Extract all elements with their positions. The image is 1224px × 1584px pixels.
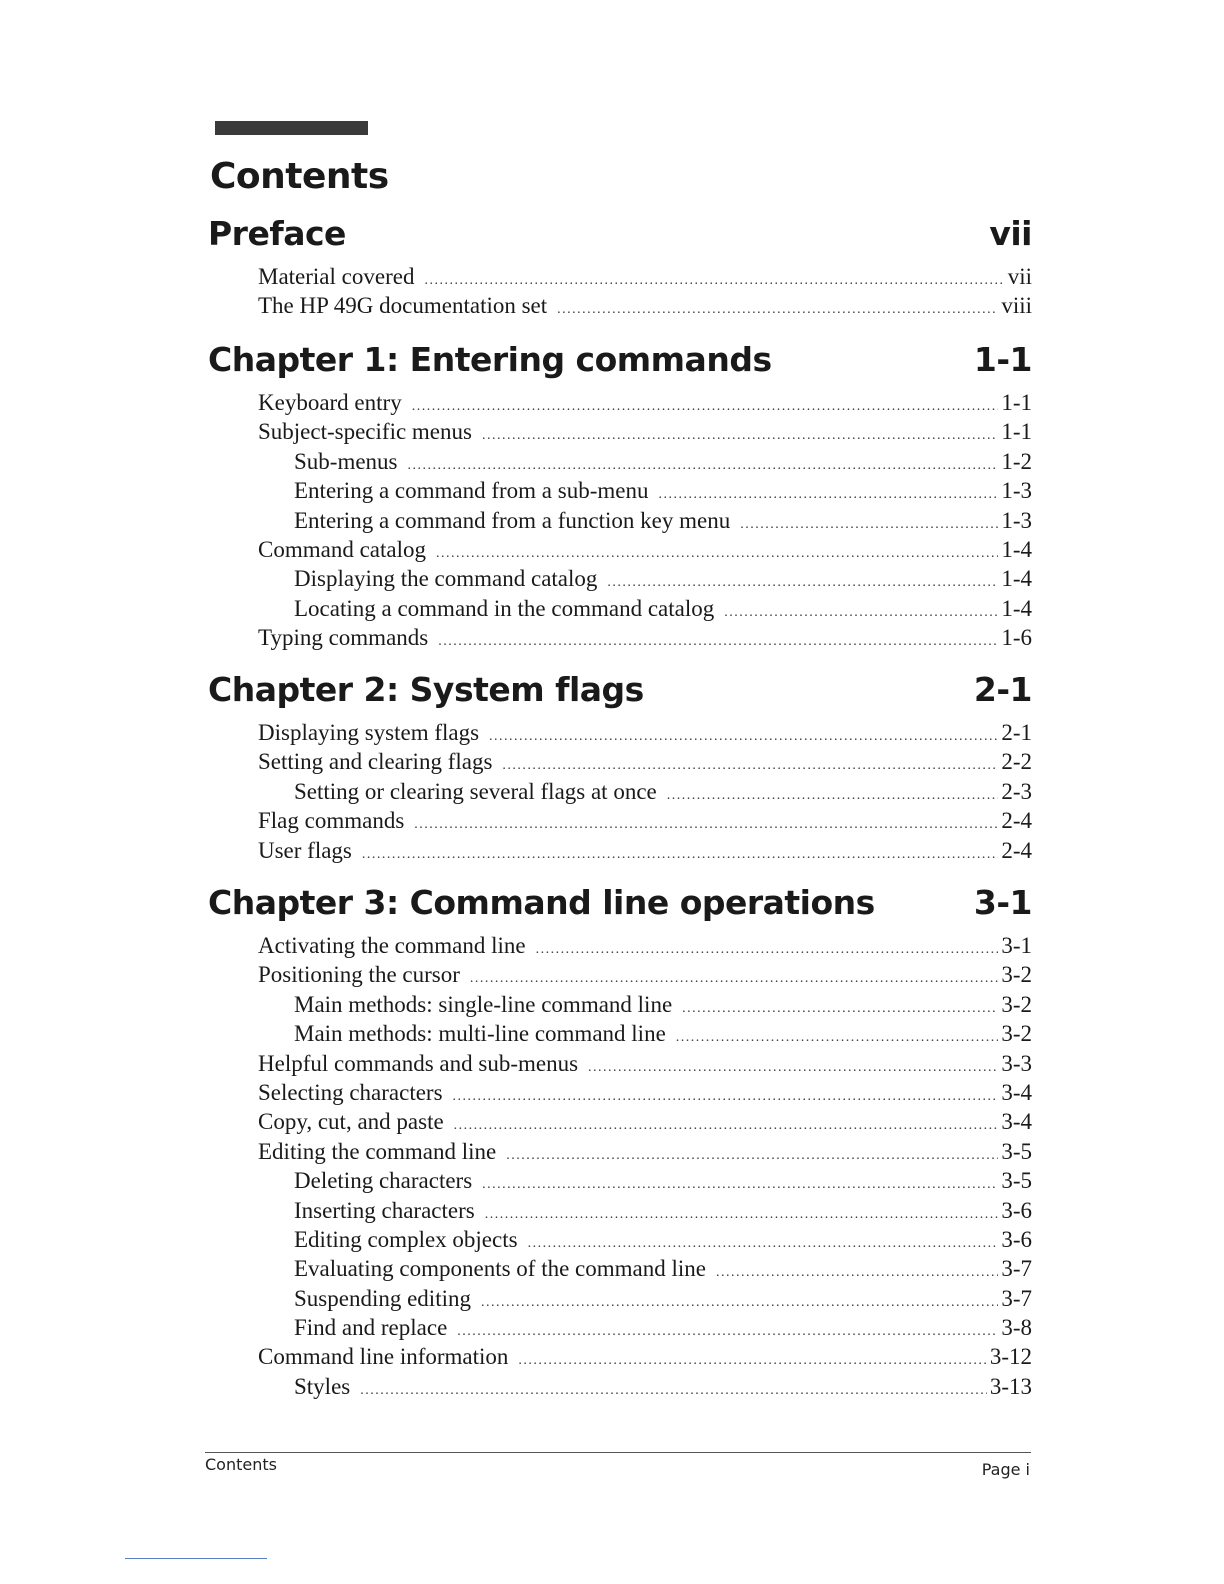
dot-leader	[414, 817, 998, 833]
dot-leader	[362, 847, 998, 863]
dot-leader	[658, 487, 998, 503]
dot-leader	[453, 1089, 999, 1105]
toc-section	[208, 883, 1032, 1403]
toc-entry[interactable]	[208, 933, 1032, 962]
entry-page: 3-6	[1001, 1197, 1032, 1223]
entry-page: 3-1	[1001, 933, 1032, 958]
toc-entry[interactable]	[208, 419, 1032, 448]
entry-page: 2-3	[1001, 778, 1032, 804]
toc-entry[interactable]	[208, 779, 1032, 808]
dot-leader	[489, 729, 998, 745]
dot-leader	[557, 302, 998, 318]
entry-page: 3-13	[989, 1373, 1032, 1399]
section-heading[interactable]	[208, 214, 1032, 258]
entry-label: Command catalog	[258, 536, 426, 562]
entry-page: 3-4	[1001, 1079, 1032, 1105]
dot-leader	[676, 1030, 999, 1046]
entry-label: Positioning the cursor	[258, 962, 460, 988]
entry-label: Locating a command in the command catalog	[294, 595, 715, 621]
dot-leader	[482, 1177, 998, 1193]
section-page: 3-1	[973, 883, 1032, 922]
toc-entry[interactable]	[208, 1344, 1032, 1373]
entry-label: The HP 49G documentation set	[258, 293, 548, 319]
entry-label: Styles	[294, 1373, 351, 1399]
entry-page: 3-7	[1001, 1285, 1032, 1311]
entry-label: Selecting characters	[258, 1079, 443, 1105]
entry-page: 2-1	[1001, 720, 1032, 745]
entry-label: Suspending editing	[294, 1285, 471, 1311]
dot-leader	[454, 1118, 999, 1134]
toc-entry[interactable]	[208, 808, 1032, 837]
entry-label: Helpful commands and sub-menus	[258, 1050, 579, 1076]
dot-leader	[408, 458, 999, 474]
dot-leader	[528, 1236, 999, 1252]
entry-label: User flags	[258, 837, 352, 863]
toc-entry[interactable]	[208, 508, 1032, 537]
section-heading[interactable]	[208, 670, 1032, 714]
section-title: Chapter 3: Command line operations	[208, 883, 875, 922]
entry-page: 1-3	[1001, 507, 1032, 533]
dot-leader	[667, 788, 999, 804]
toc-entry[interactable]	[208, 1374, 1032, 1403]
entry-label: Deleting characters	[294, 1168, 473, 1194]
toc-entry[interactable]	[208, 537, 1032, 566]
entry-page: 1-3	[1001, 478, 1032, 504]
toc-section	[208, 670, 1032, 867]
section-title: Chapter 2: System flags	[208, 670, 644, 709]
entry-page: vii	[1007, 264, 1032, 289]
entry-page: 1-1	[1001, 390, 1032, 415]
toc-entry[interactable]	[208, 992, 1032, 1021]
toc-entry[interactable]	[208, 1139, 1032, 1168]
entry-label: Entering a command from a function key menu	[294, 507, 731, 533]
toc-section	[208, 340, 1032, 655]
dot-leader	[502, 758, 998, 774]
toc-entry[interactable]	[208, 449, 1032, 478]
entry-page: 2-4	[1001, 837, 1032, 863]
entry-page: 2-4	[1001, 808, 1032, 834]
entry-page: 3-2	[1001, 962, 1032, 988]
toc-entry[interactable]	[208, 962, 1032, 991]
section-heading[interactable]	[208, 340, 1032, 384]
entry-page: 3-8	[1001, 1315, 1032, 1341]
entry-page: viii	[1001, 293, 1032, 319]
dot-leader	[457, 1324, 998, 1340]
section-page: 1-1	[973, 340, 1032, 379]
section-heading[interactable]	[208, 883, 1032, 927]
entry-page: 3-7	[1001, 1256, 1032, 1282]
toc-entry[interactable]	[208, 720, 1032, 749]
entry-page: 3-2	[1001, 991, 1032, 1017]
toc-entry[interactable]	[208, 1256, 1032, 1285]
dot-leader	[360, 1383, 987, 1399]
dot-leader	[412, 399, 999, 415]
dot-leader	[740, 517, 998, 533]
toc-entry[interactable]	[208, 264, 1032, 293]
dot-leader	[436, 546, 998, 562]
entry-page: 1-6	[1001, 625, 1032, 651]
entry-label: Find and replace	[294, 1315, 448, 1341]
toc-entry[interactable]	[208, 625, 1032, 654]
toc-entry[interactable]	[208, 566, 1032, 595]
toc-entry[interactable]	[208, 390, 1032, 419]
entry-label: Activating the command line	[258, 933, 526, 958]
toc-entry[interactable]	[208, 838, 1032, 867]
section-page: 2-1	[973, 670, 1032, 709]
entry-label: Displaying the command catalog	[294, 566, 598, 592]
dot-leader	[724, 605, 998, 621]
entry-page: 1-4	[1001, 566, 1032, 592]
toc-entry[interactable]	[208, 1109, 1032, 1138]
dot-leader	[682, 1001, 998, 1017]
entry-label: Entering a command from a sub-menu	[294, 478, 649, 504]
entry-page: 1-4	[1001, 536, 1032, 562]
entry-label: Keyboard entry	[258, 390, 402, 415]
dot-leader	[607, 575, 998, 591]
entry-label: Editing complex objects	[294, 1226, 518, 1252]
header-bar	[215, 121, 368, 135]
entry-label: Setting or clearing several flags at once	[294, 778, 657, 804]
toc-entry[interactable]	[208, 1021, 1032, 1050]
entry-label: Copy, cut, and paste	[258, 1109, 444, 1135]
entry-page: 3-5	[1001, 1168, 1032, 1194]
entry-label: Main methods: single-line command line	[294, 991, 673, 1017]
dot-leader	[518, 1353, 986, 1369]
scan-mark	[125, 1558, 267, 1559]
entry-label: Command line information	[258, 1344, 509, 1370]
entry-page: 1-4	[1001, 595, 1032, 621]
dot-leader	[438, 634, 998, 650]
entry-page: 3-5	[1001, 1138, 1032, 1164]
dot-leader	[481, 1295, 998, 1311]
entry-page: 3-12	[989, 1344, 1032, 1370]
entry-page: 3-4	[1001, 1109, 1032, 1135]
entry-page: 3-2	[1001, 1021, 1032, 1047]
dot-leader	[470, 971, 998, 987]
toc-entry[interactable]	[208, 1168, 1032, 1197]
toc-entry[interactable]	[208, 1315, 1032, 1344]
section-title: Chapter 1: Entering commands	[208, 340, 772, 379]
entry-page: 3-6	[1001, 1226, 1032, 1252]
dot-leader	[424, 273, 1004, 289]
entry-page: 1-1	[1001, 419, 1032, 445]
entry-label: Typing commands	[258, 625, 429, 651]
toc-entry[interactable]	[208, 1080, 1032, 1109]
entry-label: Main methods: multi-line command line	[294, 1021, 666, 1047]
dot-leader	[716, 1265, 998, 1281]
entry-label: Displaying system flags	[258, 720, 480, 745]
toc-entry[interactable]	[208, 293, 1032, 322]
page-title: Contents	[210, 156, 389, 197]
toc-entry[interactable]	[208, 478, 1032, 507]
toc-entry[interactable]	[208, 1286, 1032, 1315]
dot-leader	[482, 428, 998, 444]
dot-leader	[588, 1060, 998, 1076]
entry-label: Editing the command line	[258, 1138, 497, 1164]
toc-entry[interactable]	[208, 596, 1032, 625]
entry-page: 2-2	[1001, 749, 1032, 775]
entry-label: Setting and clearing flags	[258, 749, 493, 775]
dot-leader	[506, 1148, 998, 1164]
footer-divider	[205, 1452, 1031, 1453]
section-title: Preface	[208, 214, 346, 253]
entry-label: Flag commands	[258, 808, 405, 834]
footer-page-number: Page i	[981, 1460, 1030, 1479]
entry-label: Inserting characters	[294, 1197, 475, 1223]
toc-section	[208, 214, 1032, 323]
toc-entry[interactable]	[208, 1051, 1032, 1080]
toc-entry[interactable]	[208, 1198, 1032, 1227]
toc-entry[interactable]	[208, 749, 1032, 778]
footer-section-name: Contents	[205, 1455, 277, 1474]
entry-label: Evaluating components of the command line	[294, 1256, 706, 1282]
entry-label: Material covered	[258, 264, 415, 289]
entry-label: Subject-specific menus	[258, 419, 472, 445]
entry-label: Sub-menus	[294, 448, 398, 474]
entry-page: 1-2	[1001, 448, 1032, 474]
entry-page: 3-3	[1001, 1050, 1032, 1076]
dot-leader	[536, 942, 999, 958]
section-page: vii	[989, 214, 1032, 253]
toc-entry[interactable]	[208, 1227, 1032, 1256]
dot-leader	[485, 1207, 999, 1223]
